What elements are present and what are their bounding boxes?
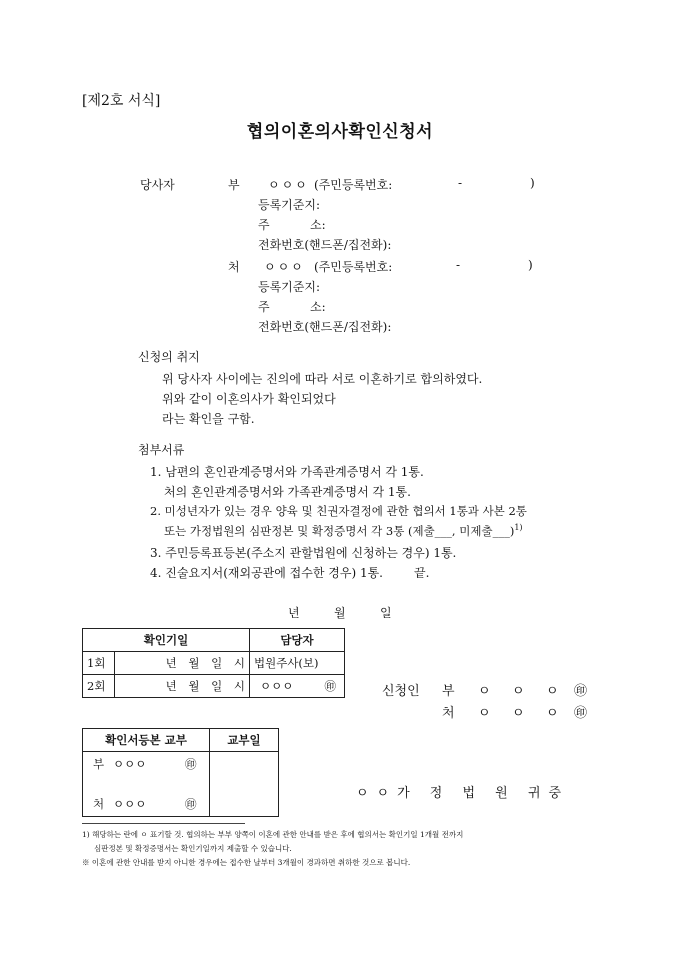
page-title: 협의이혼의사확인신청서 <box>246 122 434 142</box>
date-year: 년 <box>288 606 300 620</box>
confirm-table <box>82 628 345 698</box>
confirm-row-no: 2회 <box>83 675 115 698</box>
delivery-header-date: 교부일 <box>210 729 279 752</box>
date-day: 일 <box>380 606 392 620</box>
husband-address-label-b: 소: <box>310 218 326 232</box>
delivery-table <box>82 728 279 817</box>
husband-address-label-a: 주 <box>258 218 270 232</box>
confirm-header-officer: 담당자 <box>250 629 345 652</box>
delivery-wife-seal: ㊞ <box>185 797 197 811</box>
confirm-row <box>83 675 345 698</box>
applicant-husband-circle-2: ㅇ <box>512 684 525 699</box>
delivery-wife-role: 처 <box>93 797 105 811</box>
husband-rrn-label: (주민등록번호: <box>314 178 393 192</box>
wife-address-label-a: 주 <box>258 300 270 314</box>
confirm-row-officer <box>250 652 345 675</box>
parties-label: 당사자 <box>140 178 175 192</box>
attachments-heading: 첨부서류 <box>138 443 185 457</box>
attachments-end: 끝. <box>414 566 430 580</box>
applicant-wife-seal: ㊞ <box>574 706 588 721</box>
footnote-ref-1: 1) <box>514 523 523 533</box>
footnote-divider <box>82 823 245 824</box>
footnote-2: ※ 이혼에 관한 안내를 받지 아니한 경우에는 접수한 날부터 3개월이 경과하면 취하한 것으로 봅니다. <box>82 858 411 867</box>
attachment-item-1b: 처의 혼인관계증명서와 가족관계증명서 각 1통. <box>164 485 411 499</box>
wife-domicile-label: 등록기준지: <box>258 280 321 294</box>
confirm-row-date: 년 월 일 시 <box>114 675 249 698</box>
wife-role: 처 <box>228 260 240 274</box>
attachment-item-1a: 1. 남편의 혼인관계증명서와 가족관계증명서 각 1통. <box>150 465 424 479</box>
wife-address-label-b: 소: <box>310 300 326 314</box>
officer-name: 법원주사(보) <box>254 656 319 670</box>
applicant-wife-circle-3: ㅇ <box>546 706 559 721</box>
court-honorific: 귀중 <box>528 786 570 801</box>
purpose-line-1: 위 당사자 사이에는 진의에 따라 서로 이혼하기로 합의하였다. <box>162 372 483 386</box>
officer-name: ㅇㅇㅇ <box>260 679 294 693</box>
purpose-line-3: 라는 확인을 구함. <box>162 412 255 426</box>
applicant-husband-seal: ㊞ <box>574 684 588 699</box>
delivery-header-copy: 확인서등본 교부 <box>83 729 210 752</box>
wife-rrn-dash: - <box>456 258 461 272</box>
applicant-husband-circle-3: ㅇ <box>546 684 559 699</box>
confirm-header-date: 확인기일 <box>83 629 250 652</box>
applicant-wife-role: 처 <box>442 706 455 721</box>
husband-role: 부 <box>228 178 240 192</box>
wife-name: ㅇㅇㅇ <box>264 260 305 274</box>
attachment-item-4: 4. 진술요지서(재외공관에 접수한 경우) 1통. <box>150 566 383 580</box>
husband-rrn-dash: - <box>458 176 463 190</box>
form-number: [제2호 서식] <box>82 93 161 109</box>
footnote-1a: 1) 해당하는 란에 ㅇ 표기할 것. 협의하는 부부 양쪽이 이혼에 관한 안내를 받은 후에 협의서는 확인기일 1개월 전까지 <box>82 830 464 839</box>
wife-rrn-label: (주민등록번호: <box>314 260 393 274</box>
attachment-item-2a: 2. 미성년자가 있는 경우 양육 및 친권자결정에 관한 협의서 1통과 사본 2통 <box>150 504 527 518</box>
delivery-husband-name: ㅇㅇㅇ <box>113 757 147 771</box>
court-name: ㅇㅇ가 정 법 원 <box>356 786 516 801</box>
husband-name: ㅇㅇㅇ <box>268 178 309 192</box>
delivery-date-cell <box>210 752 279 817</box>
husband-rrn-close: ) <box>530 176 535 190</box>
wife-rrn-close: ) <box>528 258 533 272</box>
husband-domicile-label: 등록기준지: <box>258 198 321 212</box>
date-month: 월 <box>334 606 346 620</box>
applicant-husband-role: 부 <box>442 684 455 699</box>
confirm-row <box>83 652 345 675</box>
applicant-label: 신청인 <box>382 684 420 699</box>
seal-mark: ㊞ <box>324 679 336 693</box>
delivery-wife-name: ㅇㅇㅇ <box>113 797 147 811</box>
confirm-row-officer <box>250 675 345 698</box>
husband-phone-label: 전화번호(핸드폰/집전화): <box>258 238 392 252</box>
footnote-1b: 심판정본 및 확정증명서는 확인기일까지 제출할 수 있습니다. <box>94 844 292 853</box>
wife-phone-label: 전화번호(핸드폰/집전화): <box>258 320 392 334</box>
delivery-recipients <box>83 752 210 817</box>
confirm-row-no: 1회 <box>83 652 115 675</box>
confirm-row-date: 년 월 일 시 <box>114 652 249 675</box>
delivery-husband-seal: ㊞ <box>185 757 197 771</box>
applicant-husband-circle-1: ㅇ <box>478 684 491 699</box>
applicant-wife-circle-2: ㅇ <box>512 706 525 721</box>
delivery-husband-role: 부 <box>93 757 105 771</box>
attachment-item-3: 3. 주민등록표등본(주소지 관할법원에 신청하는 경우) 1통. <box>150 546 457 560</box>
purpose-heading: 신청의 취지 <box>138 350 200 364</box>
purpose-line-2: 위와 같이 이혼의사가 확인되었다 <box>162 392 336 406</box>
applicant-wife-circle-1: ㅇ <box>478 706 491 721</box>
attachment-item-2b: 또는 가정법원의 심판정본 및 확정증명서 각 3통 (제출___, 미제출___)$^{1)}$ <box>164 523 523 538</box>
